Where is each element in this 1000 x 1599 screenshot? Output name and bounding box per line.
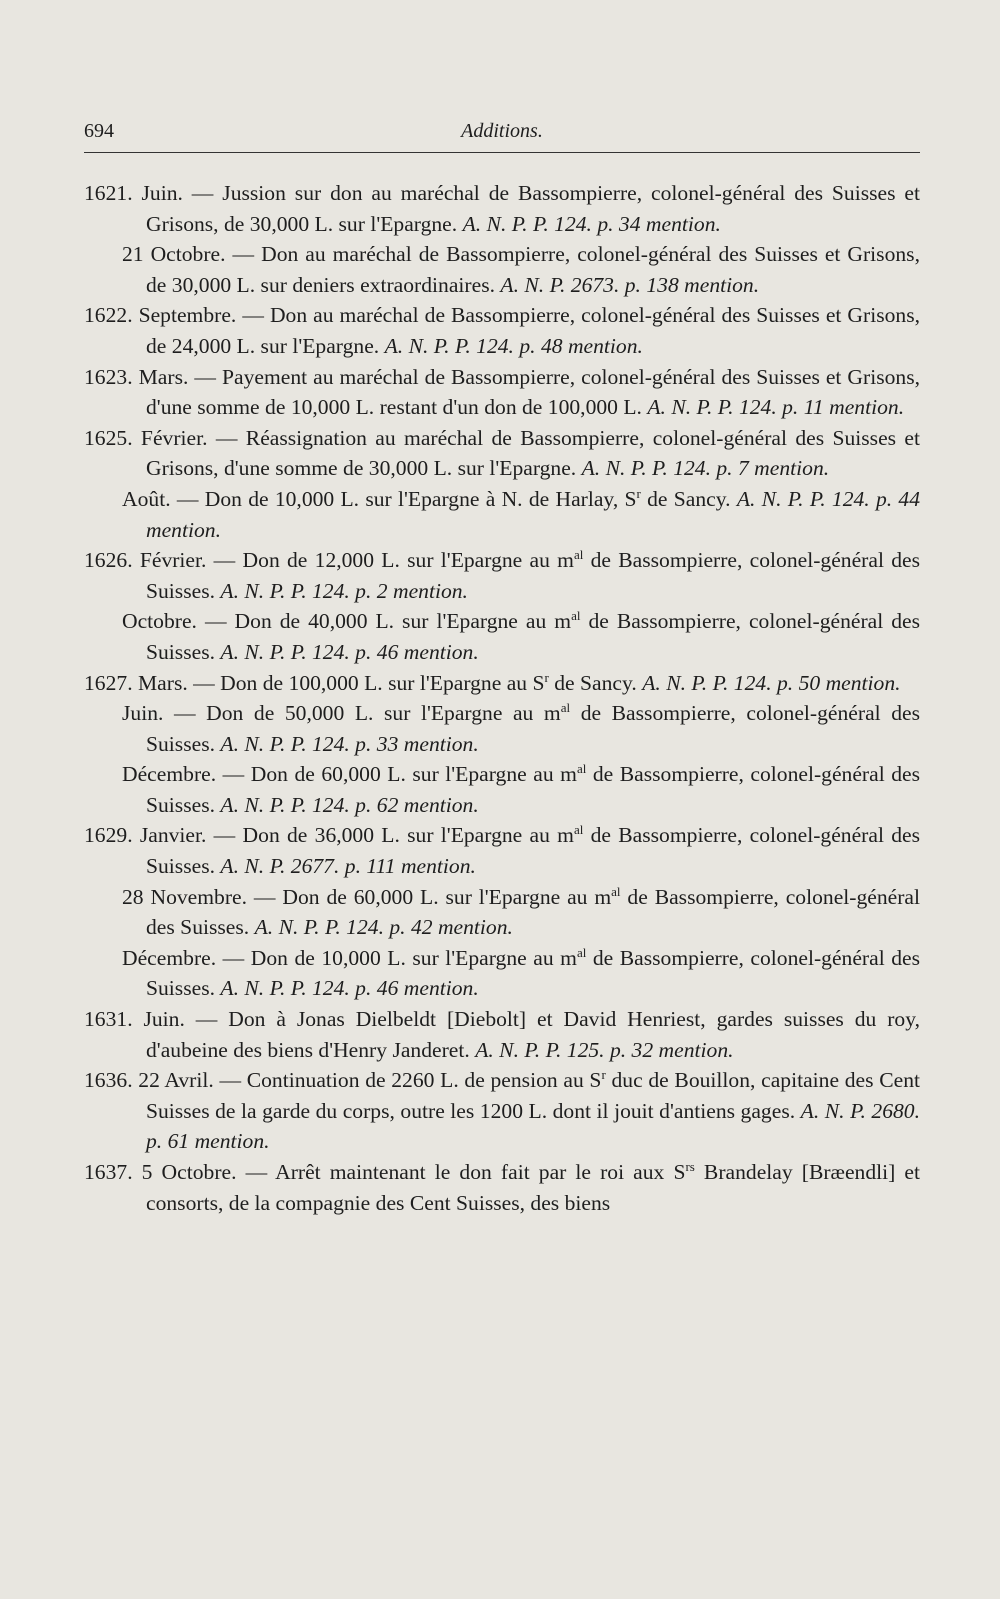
- entry-1626-octobre: Octobre. — Don de 40,000 L. sur l'Epargne au $m^{al}$ de Bassompierre, colonel-général des Suisses. A. N. P. P. 124. p. 46 mention.: [122, 608, 921, 664]
- archive-reference: A. N. P. P. 124. p. 50 mention.: [642, 670, 901, 695]
- archive-reference: A. N. P. 2677. p. 111 mention.: [220, 854, 476, 879]
- archive-reference: A. N. P. P. 125. p. 32 mention.: [475, 1037, 734, 1062]
- archive-reference: A. N. P. 2680. p. 61 mention.: [146, 1098, 920, 1154]
- archive-reference: A. N. P. P. 124. p. 2 mention.: [220, 578, 468, 603]
- entry-1627-decembre: Décembre. — Don de 60,000 L. sur l'Epargne au $m^{al}$ de Bassompierre, colonel-général des Suisses. A. N. P. P. 124. p. 62 mention.: [122, 761, 921, 817]
- archive-reference: A. N. P. P. 124. p. 62 mention.: [220, 792, 479, 817]
- entry-1637-octobre: 1637. 5 Octobre. — Arrêt maintenant le don fait par le roi aux $S^{rs}$ Brandelay [Bræendli] et consorts, de la compagnie des Cent Suisses, des biens: [84, 1159, 920, 1215]
- entry-1631-juin: 1631. Juin. — Don à Jonas Dielbeldt [Diebolt] et David Henriest, gardes suisses du roy, d'aubeine des biens d'Henry Janderet. A. N. P. P. 125. p. 32 mention.: [84, 1007, 920, 1062]
- archive-reference: A. N. P. P. 124. p. 42 mention.: [254, 915, 513, 940]
- entry-1636-avril: 1636. 22 Avril. — Continuation de 2260 L. de pension au $S^r$ duc de Bouillon, capitaine des Cent Suisses de la garde du corps, outre les 1200 L. dont il jouit d'antiens gages. A. N. P. 2680. p. 61 mention.: [84, 1067, 920, 1154]
- entry-1621-octobre: 21 Octobre. — Don au maréchal de Bassompierre, colonel-général des Suisses et Grisons, de 30,000 L. sur deniers extraordinaires. A. N. P. 2673. p. 138 mention.: [122, 242, 920, 297]
- entry-1629-novembre: 28 Novembre. — Don de 60,000 L. sur l'Epargne au $m^{al}$ de Bassompierre, colonel-général des Suisses. A. N. P. P. 124. p. 42 mention.: [122, 883, 921, 940]
- header-rule: [84, 152, 920, 153]
- archive-reference: A. N. P. P. 124. p. 11 mention.: [647, 395, 905, 420]
- entry-1625-aout: Août. — Don de 10,000 L. sur l'Epargne à N. de Harlay, $S^r$ de Sancy. A. N. P. P. 124. p. 44 mention.: [122, 485, 921, 542]
- entry-1629-janvier: 1629. Janvier. — Don de 36,000 L. sur l'Epargne au $m^{al}$ de Bassompierre, colonel-général des Suisses. A. N. P. 2677. p. 111 mention.: [84, 822, 920, 879]
- entry-1622-septembre: 1622. Septembre. — Don au maréchal de Bassompierre, colonel-général des Suisses et Grisons, de 24,000 L. sur l'Epargne. A. N. P. P. 124. p. 48 mention.: [84, 303, 921, 358]
- archive-reference: A. N. P. P. 124. p. 34 mention.: [462, 211, 721, 236]
- entry-1627-mars: 1627. Mars. — Don de 100,000 L. sur l'Epargne au $S^r$ de Sancy. A. N. P. P. 124. p. 50 mention.: [84, 669, 901, 695]
- archive-reference: A. N. P. P. 124. p. 46 mention.: [220, 639, 479, 664]
- entry-1629-decembre: Décembre. — Don de 10,000 L. sur l'Epargne au $m^{al}$ de Bassompierre, colonel-général des Suisses. A. N. P. P. 124. p. 46 mention.: [122, 944, 921, 1001]
- entry-1625-fevrier: 1625. Février. — Réassignation au maréchal de Bassompierre, colonel-général des Suisses et Grisons, d'une somme de 30,000 L. sur l'Epargne. A. N. P. P. 124. p. 7 mention.: [84, 425, 920, 481]
- archive-reference: A. N. P. P. 124. p. 46 mention.: [220, 976, 479, 1001]
- archive-reference: A. N. P. P. 124. p. 33 mention.: [220, 731, 479, 756]
- page-number: 694: [84, 120, 114, 142]
- entry-1626-fevrier: 1626. Février. — Don de 12,000 L. sur l'Epargne au $m^{al}$ de Bassompierre, colonel-général des Suisses. A. N. P. P. 124. p. 2 mention.: [84, 547, 920, 603]
- entry-1621-juin: 1621. Juin. — Jussion sur don au maréchal de Bassompierre, colonel-général des Suisses et Grisons, de 30,000 L. sur l'Epargne. A. N. P. P. 124. p. 34 mention.: [84, 181, 920, 236]
- entry-1623-mars: 1623. Mars. — Payement au maréchal de Bassompierre, colonel-général des Suisses et Grisons, d'une somme de 10,000 L. restant d'un don de 100,000 L. A. N. P. P. 124. p. 11 mention.: [84, 364, 921, 420]
- page-header: [84, 120, 920, 148]
- entry-1627-juin: Juin. — Don de 50,000 L. sur l'Epargne au $m^{al}$ de Bassompierre, colonel-général des Suisses. A. N. P. P. 124. p. 33 mention.: [122, 700, 921, 756]
- archive-reference: A. N. P. P. 124. p. 48 mention.: [384, 333, 643, 358]
- archive-reference: A. N. P. 2673. p. 138 mention.: [500, 272, 760, 297]
- running-title: Additions.: [461, 120, 543, 142]
- archive-reference: A. N. P. P. 124. p. 7 mention.: [581, 456, 830, 481]
- entries-list: [84, 178, 920, 1218]
- archive-reference: A. N. P. P. 124. p. 44 mention.: [146, 486, 921, 542]
